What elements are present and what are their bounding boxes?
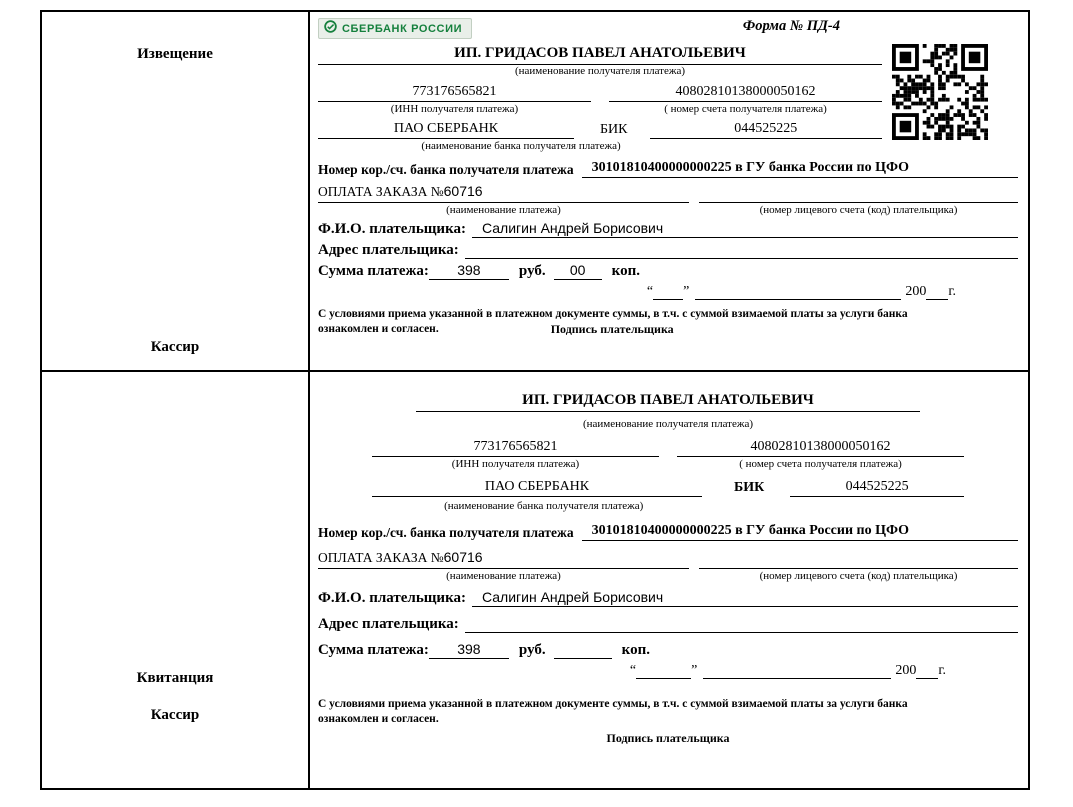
date-month-blank	[703, 663, 891, 679]
bik-label: БИК	[600, 122, 628, 137]
corr-account-value: 30101810400000000225 в ГУ банка России по ЦФО	[582, 523, 1018, 541]
payee-name-caption: (наименование получателя платежа)	[582, 418, 754, 430]
order-number: 60716	[443, 549, 483, 565]
rubles-label: руб.	[518, 263, 546, 279]
rubles-label: руб.	[518, 642, 546, 658]
payer-signature-label: Подпись плательщика	[606, 731, 730, 745]
account-caption: ( номер счета получателя платежа)	[739, 458, 902, 470]
date-month-blank	[695, 284, 901, 300]
year-prefix: 200	[905, 284, 927, 299]
corr-account-value: 30101810400000000225 в ГУ банка России по ЦФО	[582, 160, 1018, 178]
sberbank-logo	[318, 18, 472, 39]
year-prefix: 200	[895, 663, 917, 678]
receipt-form-area	[310, 372, 1028, 788]
year-suffix: г.	[938, 663, 946, 678]
order-number: 60716	[443, 183, 483, 199]
amount-label: Сумма платежа:	[318, 642, 429, 658]
personal-account-caption: (номер лицевого счета (код) плательщика)	[759, 570, 958, 582]
payer-address-blank	[465, 241, 1018, 259]
notice-section-label: Извещение	[137, 46, 213, 62]
date-quote-open: “	[629, 663, 637, 678]
payment-purpose-line	[318, 549, 689, 569]
date-quote-close: ”	[683, 284, 690, 299]
payer-name-value: Салигин Андрей Борисович	[472, 589, 1018, 607]
payment-form-pd4	[40, 10, 1030, 790]
account-value: 40802810138000050162	[609, 84, 882, 102]
personal-account-blank	[699, 551, 1018, 569]
inn-caption: (ИНН получателя платежа)	[390, 103, 519, 115]
inn-value: 773176565821	[318, 84, 591, 102]
year-suffix: г.	[948, 284, 956, 299]
inn-value: 773176565821	[372, 439, 659, 457]
purpose-caption: (наименование платежа)	[446, 570, 561, 582]
payer-name-label: Ф.И.О. плательщика:	[318, 221, 466, 237]
corr-account-label: Номер кор./сч. банка получателя платежа	[318, 162, 574, 177]
date-day-blank	[636, 663, 691, 679]
receipt-section-label: Квитанция	[136, 670, 214, 686]
amount-rubles: 398	[429, 262, 509, 280]
payer-name-label: Ф.И.О. плательщика:	[318, 590, 466, 606]
payment-purpose-line	[318, 183, 689, 203]
corr-account-label: Номер кор./сч. банка получателя платежа	[318, 525, 574, 540]
personal-account-caption: (номер лицевого счета (код) плательщика)	[759, 204, 958, 216]
amount-kopecks: 00	[554, 262, 602, 280]
bank-name-value: ПАО СБЕРБАНК	[318, 121, 574, 139]
order-label: ОПЛАТА ЗАКАЗА №	[318, 184, 444, 199]
agreement-line1: С условиями приема указанной в платежном документе суммы, в т.ч. с суммой взимаемой платы за услуги банка	[318, 308, 908, 320]
payer-signature-label: Подпись плательщика	[550, 322, 674, 336]
notice-section	[42, 12, 1028, 372]
agreement-line2: ознакомлен и согласен.	[318, 323, 439, 335]
payee-name: ИП. ГРИДАСОВ ПАВЕЛ АНАТОЛЬЕВИЧ	[416, 392, 920, 412]
qr-code-image	[892, 44, 988, 140]
agreement-text	[318, 697, 1018, 727]
purpose-caption: (наименование платежа)	[446, 204, 561, 216]
bik-value: 044525225	[790, 479, 964, 497]
bank-name-caption: (наименование банка получателя платежа)	[444, 500, 644, 512]
year-blank	[916, 663, 938, 679]
account-caption: ( номер счета получателя платежа)	[664, 103, 827, 115]
payer-address-label: Адрес плательщика:	[318, 242, 459, 258]
sberbank-logo-text: СБЕРБАНК РОССИИ	[342, 22, 463, 35]
agreement-text	[318, 307, 1018, 337]
receipt-cashier-label: Кассир	[150, 707, 200, 723]
inn-caption: (ИНН получателя платежа)	[451, 458, 580, 470]
date-quote-close: ”	[691, 663, 698, 678]
agreement-line2: ознакомлен и согласен.	[318, 713, 439, 725]
sberbank-logo-icon	[324, 20, 337, 38]
payee-name: ИП. ГРИДАСОВ ПАВЕЛ АНАТОЛЬЕВИЧ	[318, 45, 882, 65]
kopecks-label: коп.	[611, 263, 640, 279]
bik-value: 044525225	[650, 121, 883, 139]
account-value: 40802810138000050162	[677, 439, 964, 457]
kopecks-label: коп.	[621, 642, 650, 658]
bank-name-caption: (наименование банка получателя платежа)	[421, 140, 621, 152]
notice-form-area	[310, 12, 1028, 370]
notice-cashier-label: Кассир	[150, 339, 200, 355]
payer-name-value: Салигин Андрей Борисович	[472, 220, 1018, 238]
date-day-blank	[653, 284, 683, 300]
form-number-label: Форма № ПД-4	[742, 18, 840, 34]
receipt-section	[42, 372, 1028, 788]
bik-label: БИК	[734, 480, 765, 495]
payer-address-blank	[465, 615, 1018, 633]
notice-left-cell	[42, 12, 310, 370]
date-quote-open: “	[646, 284, 654, 299]
amount-rubles: 398	[429, 641, 509, 659]
agreement-line1: С условиями приема указанной в платежном документе суммы, в т.ч. с суммой взимаемой платы за услуги банка	[318, 698, 908, 710]
payee-name-caption: (наименование получателя платежа)	[514, 65, 686, 77]
payer-address-label: Адрес плательщика:	[318, 616, 459, 632]
receipt-left-cell	[42, 372, 310, 788]
amount-kopecks	[554, 641, 612, 659]
order-label: ОПЛАТА ЗАКАЗА №	[318, 550, 444, 565]
personal-account-blank	[699, 185, 1018, 203]
amount-label: Сумма платежа:	[318, 263, 429, 279]
bank-name-value: ПАО СБЕРБАНК	[372, 479, 702, 497]
year-blank	[926, 284, 948, 300]
